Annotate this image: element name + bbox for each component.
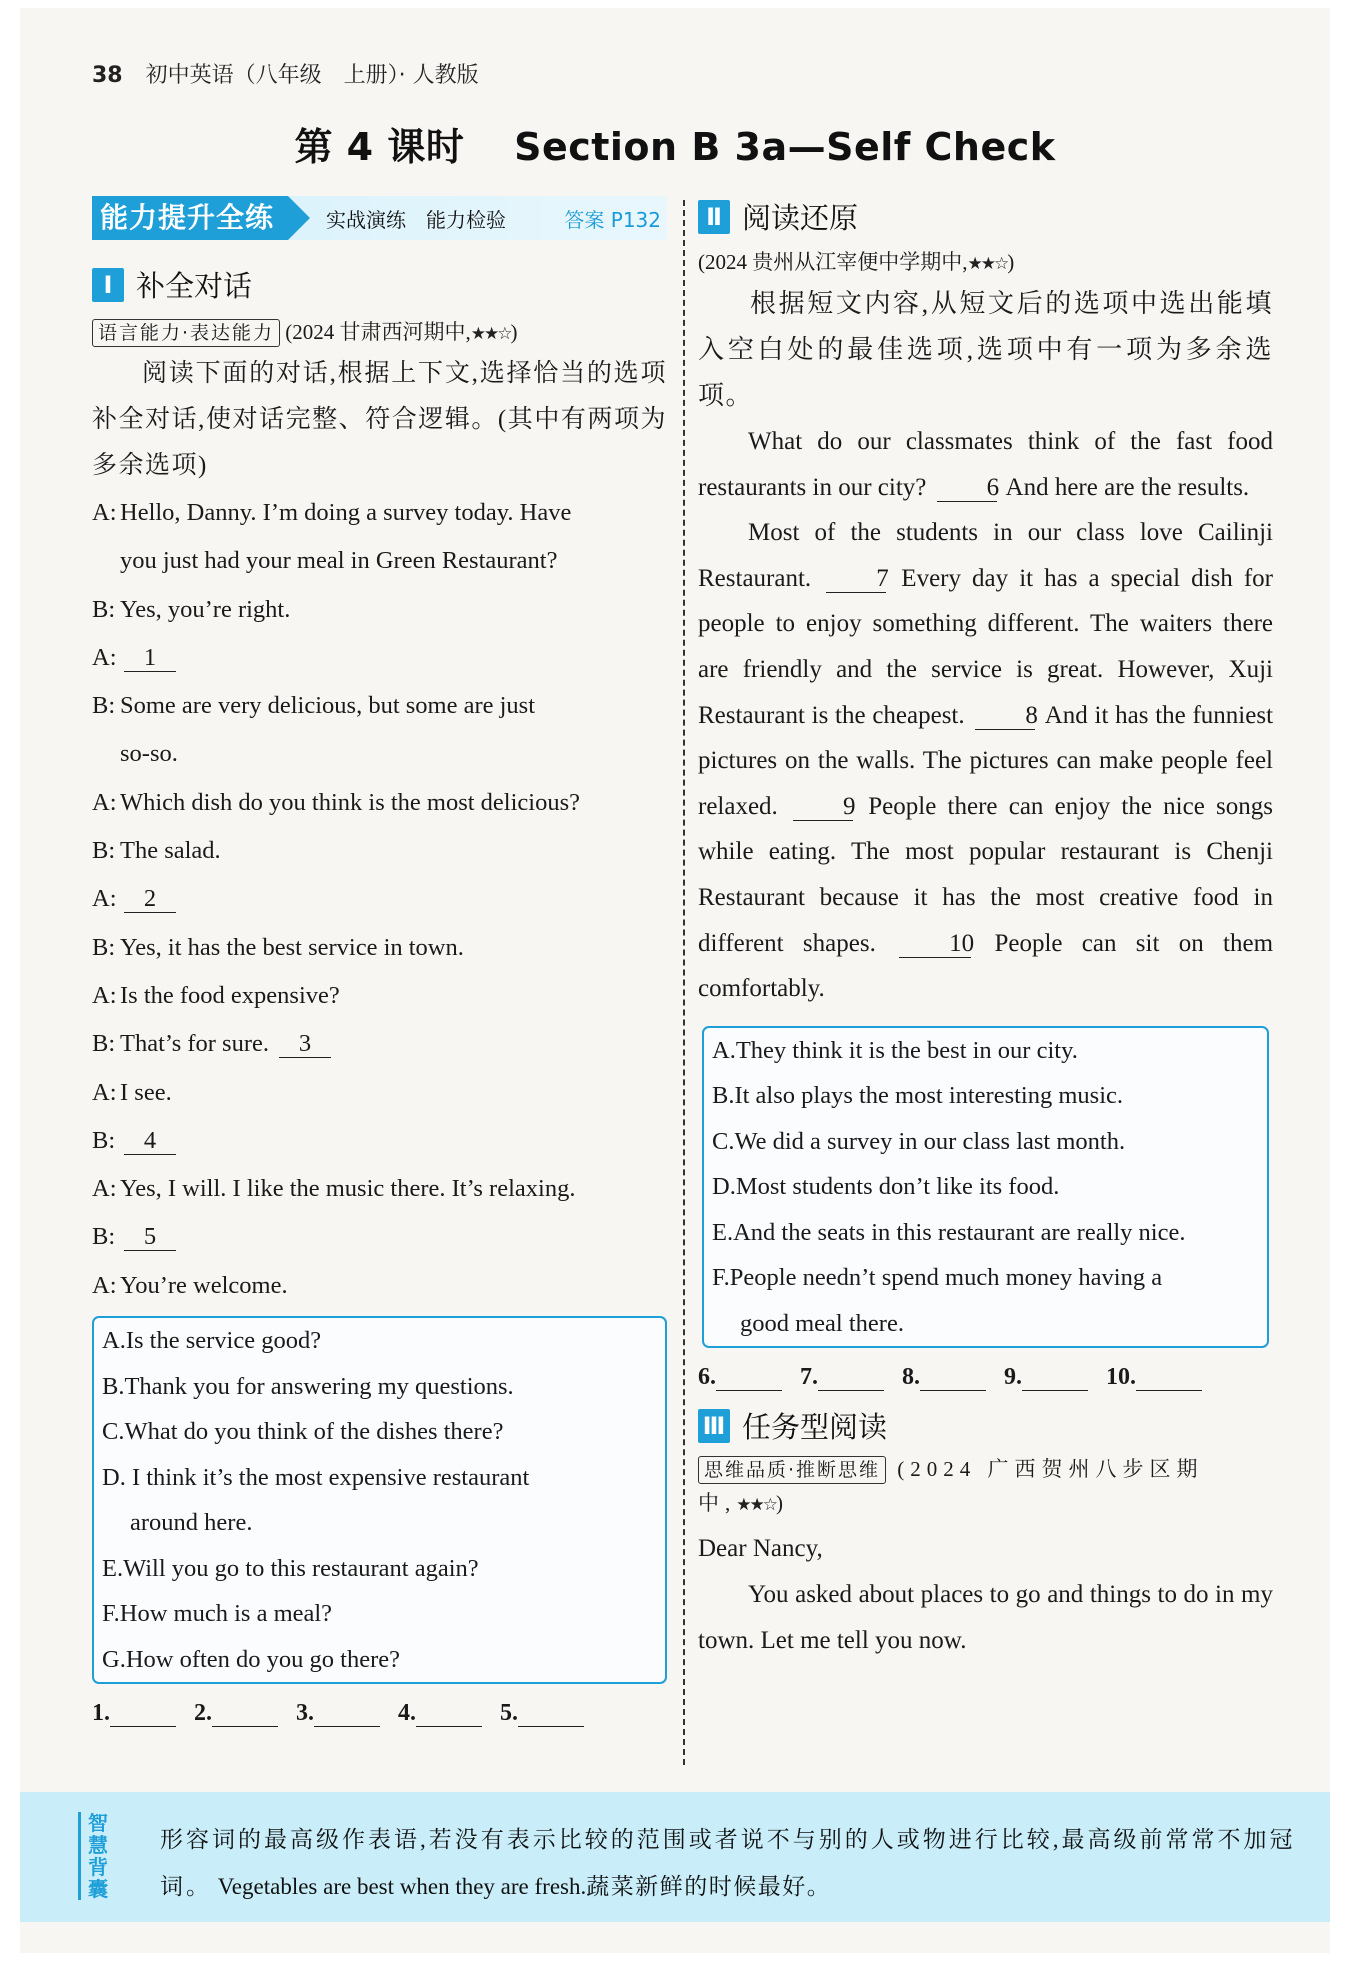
dialogue-line	[92, 586, 667, 634]
answer-line[interactable]	[518, 1702, 584, 1727]
answer-slot	[800, 1364, 884, 1391]
dialogue-line	[92, 924, 667, 972]
answer-line[interactable]	[1136, 1366, 1202, 1391]
speaker-label: A:	[92, 643, 117, 671]
answer-line[interactable]	[212, 1702, 278, 1727]
option-item: E.And the seats in this restaurant are really nice.	[712, 1218, 1186, 1246]
banner-subtitle: 实战演练 能力检验	[326, 207, 507, 232]
blank-8: 8	[975, 703, 1035, 730]
option-item: B.It also plays the most interesting music.	[712, 1082, 1124, 1110]
dialogue-text	[120, 924, 667, 972]
section-3-numeral: Ⅲ	[698, 1409, 730, 1443]
dialogue-line	[92, 1117, 667, 1165]
answer-label: 9.	[1004, 1364, 1022, 1391]
answer-label: 5.	[500, 1700, 518, 1727]
tip-english-example: Vegetables are best when they are fresh.	[217, 1874, 587, 1899]
answer-blanks-1	[92, 1700, 667, 1727]
speaker-label: A:	[92, 981, 117, 1009]
dialogue-text	[120, 875, 667, 923]
dialogue-text	[120, 1213, 667, 1261]
lesson-title	[0, 116, 1350, 171]
answer-reference: 答案 P132	[564, 207, 661, 232]
option-item: D. I think it’s the most expensive restaurant	[102, 1463, 530, 1491]
left-column	[92, 196, 667, 1727]
speaker-label: B:	[92, 1126, 116, 1154]
dialogue-continuation: you just had your meal in Green Restaurant?	[120, 547, 558, 575]
option-item: A.Is the service good?	[102, 1327, 322, 1355]
answer-slot	[1004, 1364, 1088, 1391]
letter-greeting: Dear Nancy,	[698, 1535, 823, 1563]
option-item: C.We did a survey in our class last month.	[712, 1127, 1126, 1155]
blank-3: 3	[279, 1031, 331, 1058]
dialogue	[92, 489, 667, 1310]
passage-text: What do our classmates think of the fast food restaurants in our city?	[698, 428, 1273, 501]
dialogue-line	[92, 1020, 667, 1068]
dialogue-continuation: so-so.	[120, 740, 178, 768]
passage-paragraph-2	[698, 510, 1273, 1012]
column-divider	[683, 200, 685, 1765]
tip-text	[160, 1816, 1300, 1910]
passage-text: And here are the results.	[1005, 473, 1250, 501]
letter-body: You asked about places to go and things to do in my town. Let me tell you now.	[698, 1581, 1273, 1655]
utterance: Yes, you’re right.	[120, 595, 291, 623]
answer-label: 10.	[1106, 1364, 1136, 1391]
answer-blanks-2	[698, 1364, 1273, 1391]
utterance: The salad.	[120, 837, 221, 865]
answer-label: 1.	[92, 1700, 110, 1727]
section-1-tagline	[92, 315, 667, 351]
page-number: 38	[92, 63, 123, 88]
option-item: E.Will you go to this restaurant again?	[102, 1554, 479, 1582]
section-2-instruction: 根据短文内容,从短文后的选项中选出能填入空白处的最佳选项,选项中有一项为多余选项。	[698, 289, 1273, 410]
option-continuation: good meal there.	[740, 1309, 904, 1337]
answer-line[interactable]	[818, 1366, 884, 1391]
dialogue-text	[120, 1020, 667, 1068]
passage-text: Most of the students in our class love Cailinji Restaurant.	[698, 519, 1273, 592]
options-box-2	[702, 1026, 1269, 1349]
speaker-label: B:	[92, 692, 116, 720]
section-1-heading	[92, 264, 667, 305]
dialogue-line	[92, 634, 667, 682]
passage-text: People can sit on them comfortably.	[698, 929, 1274, 1003]
answer-slot	[1106, 1364, 1202, 1391]
option-item: F.How much is a meal?	[102, 1600, 333, 1628]
dialogue-text	[120, 779, 667, 827]
source-close: )	[1007, 250, 1015, 274]
answer-line[interactable]	[416, 1702, 482, 1727]
source-close: )	[510, 320, 518, 344]
tip-box	[20, 1792, 1330, 1922]
section-2-source: (2024 贵州从江宰便中学期中,	[698, 250, 968, 274]
source-close: )	[775, 1491, 789, 1516]
blank-4: 4	[124, 1128, 176, 1155]
option-item: F.People needn’t spend much money having a	[712, 1264, 1163, 1292]
speaker-label: B:	[92, 595, 116, 623]
utterance: That’s for sure.	[120, 1030, 269, 1058]
utterance: You’re welcome.	[120, 1271, 288, 1299]
dialogue-line	[92, 779, 667, 827]
section-3-heading	[698, 1405, 1273, 1446]
page-header	[92, 58, 479, 89]
utterance: Yes, it has the best service in town.	[120, 933, 464, 961]
section-2-heading	[698, 196, 1273, 237]
utterance: I see.	[120, 1078, 172, 1106]
tip-chinese-2: 蔬菜新鲜的时候最好。	[586, 1874, 832, 1899]
dialogue-text	[120, 827, 667, 875]
speaker-label: B:	[92, 933, 116, 961]
passage-text: Every day it has a special dish for people to enjoy something different. The waiters there are friendly and the service is great. However, Xuji Restaurant is the cheapest.	[698, 564, 1274, 729]
section-1-instruction: 阅读下面的对话,根据上下文,选择恰当的选项补全对话,使对话完整、符合逻辑。(其中有两项为多余选项)	[92, 360, 667, 479]
dialogue-line	[92, 875, 667, 923]
answer-slot	[698, 1364, 782, 1391]
skill-tag: 语言能力·表达能力	[92, 319, 280, 347]
book-title: 初中英语（八年级 上册）· 人教版	[145, 63, 479, 88]
utterance: Hello, Danny. I’m doing a survey today. Have	[120, 499, 572, 526]
answer-line[interactable]	[314, 1702, 380, 1727]
blank-9: 9	[793, 794, 853, 821]
dialogue-text	[120, 1069, 667, 1117]
difficulty-stars-icon: ★★☆	[967, 254, 1008, 273]
options-box-1	[92, 1316, 667, 1684]
utterance: Some are very delicious, but some are just	[120, 692, 536, 720]
answer-label: 3.	[296, 1700, 314, 1727]
blank-7: 7	[826, 566, 886, 593]
dialogue-text	[120, 1165, 667, 1213]
utterance: Is the food expensive?	[120, 981, 340, 1009]
lesson-number: 第 4 课时	[294, 125, 465, 169]
tip-chinese-1: 形容词的最高级作表语,若没有表示比较的范围或者说不与别的人或物进行比较,最高级前常常不加冠词。	[160, 1827, 1296, 1899]
answer-line[interactable]	[920, 1366, 986, 1391]
option-item: C.What do you think of the dishes there?	[102, 1418, 504, 1446]
answer-label: 7.	[800, 1364, 818, 1391]
banner-tag: 能力提升全练	[92, 196, 288, 240]
answer-slot	[398, 1700, 482, 1727]
blank-2: 2	[124, 886, 176, 913]
answer-line[interactable]	[1022, 1366, 1088, 1391]
blank-6: 6	[937, 475, 997, 502]
dialogue-text	[120, 972, 667, 1020]
lesson-name: Section B 3a—Self Check	[514, 125, 1056, 169]
answer-label: 8.	[902, 1364, 920, 1391]
speaker-label: A:	[92, 499, 117, 526]
dialogue-line	[92, 827, 667, 875]
section-2-numeral: Ⅱ	[698, 200, 730, 234]
answer-line[interactable]	[110, 1702, 176, 1727]
answer-slot	[194, 1700, 278, 1727]
section-2-title: 阅读还原	[742, 201, 859, 235]
blank-5: 5	[124, 1224, 176, 1251]
dialogue-line	[92, 1213, 667, 1261]
speaker-label: A:	[92, 1078, 117, 1106]
section-2-tagline	[698, 245, 1273, 281]
option-item: A.They think it is the best in our city.	[712, 1036, 1078, 1064]
answer-slot	[500, 1700, 584, 1727]
speaker-label: A:	[92, 1175, 117, 1203]
passage-paragraph-1	[698, 419, 1273, 510]
utterance: Which dish do you think is the most delicious?	[120, 788, 581, 816]
dialogue-text	[120, 489, 667, 537]
answer-label: 2.	[194, 1700, 212, 1727]
answer-label: 4.	[398, 1700, 416, 1727]
speaker-label: A:	[92, 885, 117, 913]
answer-label: 6.	[698, 1364, 716, 1391]
dialogue-line	[92, 1165, 667, 1213]
option-item: G.How often do you go there?	[102, 1645, 401, 1673]
dialogue-line	[92, 682, 667, 730]
speaker-label: A:	[92, 1271, 117, 1299]
answer-slot	[92, 1700, 176, 1727]
answer-line[interactable]	[716, 1366, 782, 1391]
difficulty-stars-icon: ★★☆	[470, 324, 511, 343]
passage-text: And it has the funniest pictures on the walls. The pictures can make people feel relaxed.	[698, 701, 1274, 820]
right-column	[698, 196, 1273, 1664]
dialogue-line	[92, 1069, 667, 1117]
section-1-source: (2024 甘肃西河期中,	[285, 320, 471, 344]
dialogue-text	[120, 634, 667, 682]
difficulty-stars-icon: ★★☆	[736, 1495, 776, 1515]
practice-banner	[92, 196, 667, 240]
blank-1: 1	[124, 645, 176, 672]
dialogue-line	[92, 972, 667, 1020]
dialogue-text	[120, 682, 667, 730]
dialogue-text	[120, 1262, 667, 1310]
section-1-title: 补全对话	[136, 269, 253, 303]
section-1-numeral: Ⅰ	[92, 268, 124, 302]
option-item: B.Thank you for answering my questions.	[102, 1372, 514, 1400]
option-item: D.Most students don’t like its food.	[712, 1173, 1060, 1201]
speaker-label: A:	[92, 788, 117, 816]
speaker-label: B:	[92, 1223, 116, 1251]
tip-label: 智慧背囊	[78, 1812, 111, 1900]
dialogue-text	[120, 586, 667, 634]
answer-slot	[902, 1364, 986, 1391]
option-continuation: around here.	[130, 1509, 253, 1537]
dialogue-line	[92, 489, 667, 537]
answer-slot	[296, 1700, 380, 1727]
utterance: Yes, I will. I like the music there. It’s relaxing.	[120, 1175, 576, 1203]
dialogue-text	[120, 1117, 667, 1165]
dialogue-line	[92, 1262, 667, 1310]
blank-10: 10	[899, 931, 971, 958]
skill-tag: 思维品质·推断思维	[698, 1456, 886, 1484]
speaker-label: B:	[92, 837, 116, 865]
section-3-title: 任务型阅读	[742, 1410, 888, 1445]
speaker-label: B:	[92, 1030, 116, 1058]
section-3-source: (2024 广西贺州八步区期中,	[698, 1457, 1204, 1516]
section-3-tagline	[698, 1452, 1273, 1522]
passage-text: People there can enjoy the nice songs while eating. The most popular restaurant is Chenji Restaurant because it has the most creative food in different shapes.	[698, 792, 1274, 957]
